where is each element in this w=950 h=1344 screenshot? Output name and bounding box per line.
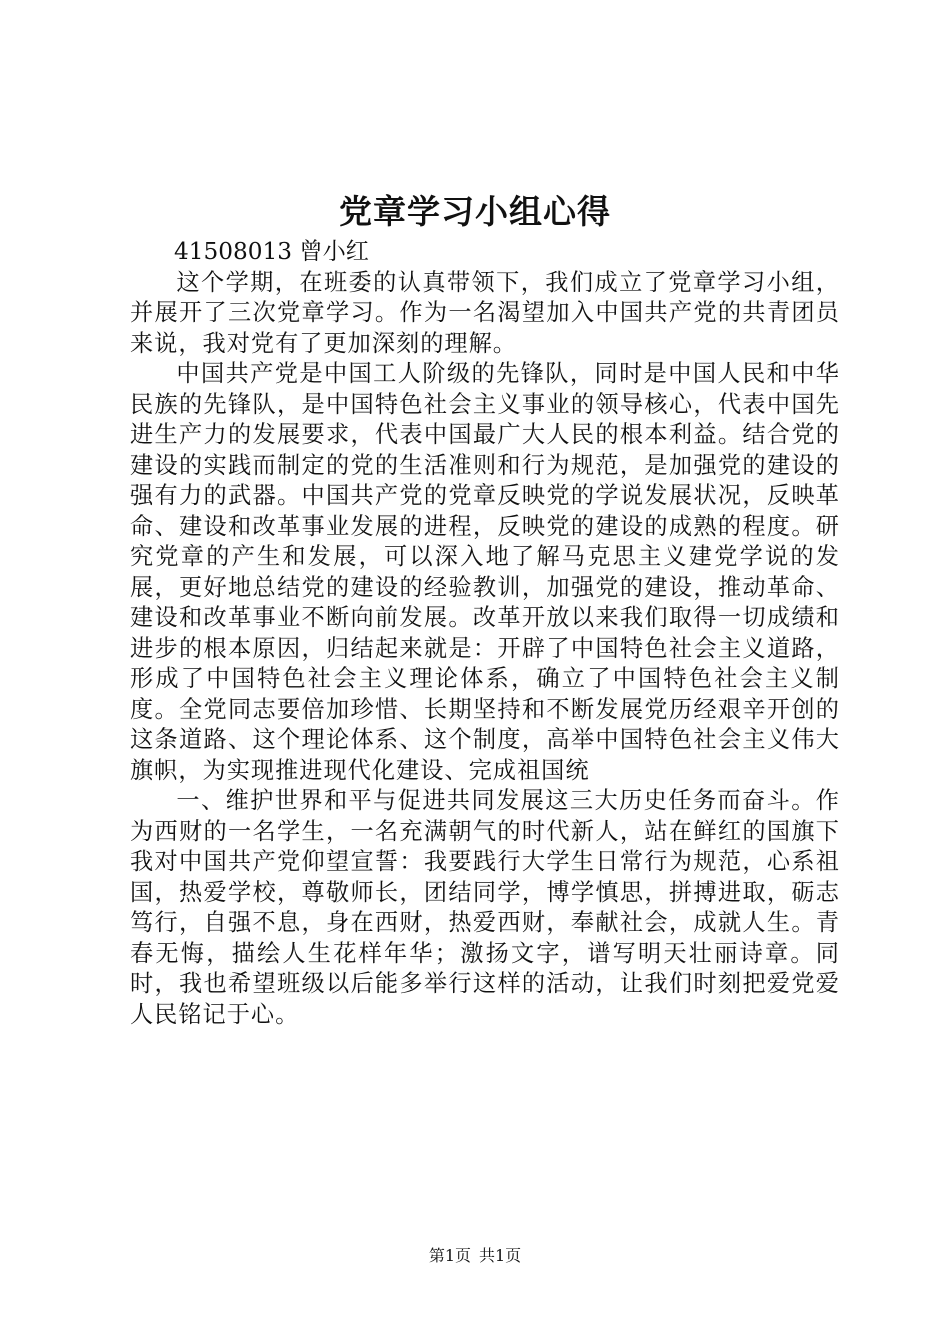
paragraph-1: 这个学期，在班委的认真带领下，我们成立了党章学习小组，并展开了三次党章学习。作为一名渴望加入中国共产党的共青团员来说，我对党有了更加深刻的理解。: [130, 268, 840, 357]
document-title: 党章学习小组心得: [339, 192, 611, 231]
paragraph-3: 一、维护世界和平与促进共同发展这三大历史任务而奋斗。作为西财的一名学生，一名充满朝气的时代新人，站在鲜红的国旗下我对中国共产党仰望宣誓：我要践行大学生日常行为规范，心系祖国，热爱学校，尊敬师长，团结同学，博学慎思，拼搏进取，砺志笃行，自强不息，身在西财，热爱西财，奉献社会，成就人生。青春无悔，描绘人生花样年华；激扬文字，谱写明天壮丽诗章。同时，我也希望班级以后能多举行这样的活动，让我们时刻把爱党爱人民铭记于心。: [130, 787, 840, 1028]
page-total: 共1页: [479, 1246, 522, 1265]
paragraph-2: 中国共产党是中国工人阶级的先锋队，同时是中国人民和中华民族的先锋队，是中国特色社会主义事业的领导核心，代表中国先进生产力的发展要求，代表中国最广大人民的根本利益。结合党的建设的实践而制定的党的生活准则和行为规范，是加强党的建设的强有力的武器。中国共产党的党章反映党的学说发展状况，反映革命、建设和改革事业发展的进程，反映党的建设的成熟的程度。研究党章的产生和发展，可以深入地了解马克思主义建党学说的发展，更好地总结党的建设的经验教训，加强党的建设，推动革命、建设和改革事业不断向前发展。改革开放以来我们取得一切成绩和进步的根本原因，归结起来就是：开辟了中国特色社会主义道路，形成了中国特色社会主义理论体系，确立了中国特色社会主义制度。全党同志要倍加珍惜、长期坚持和不断发展党历经艰辛开创的这条道路、这个理论体系、这个制度，高举中国特色社会主义伟大旗帜，为实现推进现代化建设、完成祖国统: [130, 360, 840, 784]
document-body: [130, 237, 840, 1030]
author-line: 41508013 曾小红: [174, 238, 369, 265]
page-number: 第1页: [428, 1246, 471, 1265]
page-footer: [0, 1243, 950, 1266]
